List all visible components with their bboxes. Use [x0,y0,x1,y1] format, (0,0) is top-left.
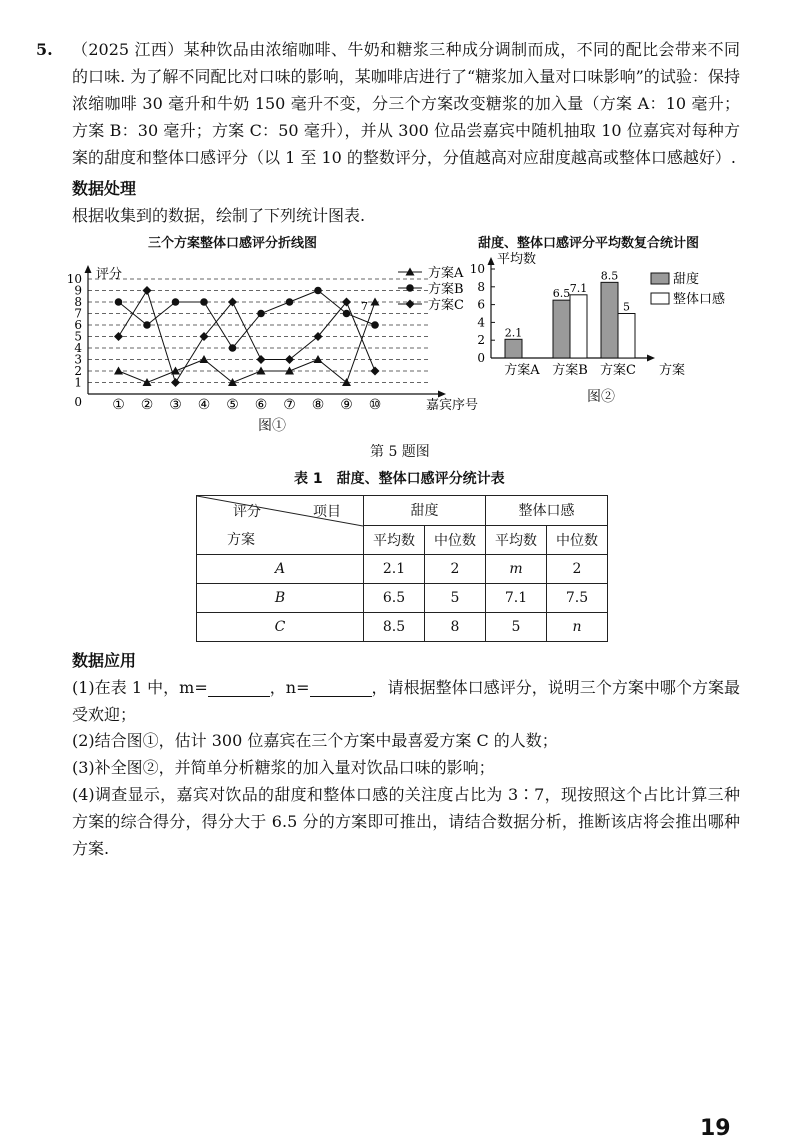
data-point-a [371,298,380,306]
table-cell: 5 [486,613,547,642]
data-point-b [343,310,351,318]
data-point-c [371,367,380,376]
bar-value-label: 5 [623,300,630,314]
x-tick-label: ③ [169,397,182,413]
data-point-a [114,367,123,375]
bar-value-label: 8.5 [600,269,619,283]
legend-swatch-taste [651,293,669,304]
y-tick-label: 0 [74,395,82,409]
y-axis-label: 评分 [96,267,123,282]
sub-header: 平均数 [486,525,547,555]
y-axis-label: 平均数 [497,252,537,267]
y-tick-label: 10 [469,262,485,276]
data-point-b [257,310,265,318]
legend-label: 甜度 [673,272,700,287]
figure-caption: 第 5 题图 [370,444,430,460]
y-tick-label: 6 [477,297,485,312]
stats-table [196,495,608,642]
sub-header: 平均数 [364,525,425,555]
legend-marker-b [406,284,414,292]
annotation-label: 7 [361,300,368,314]
y-tick-label: 7 [74,306,82,321]
table-row [197,613,608,642]
chart1-caption: 图① [258,418,286,434]
data-point-a [228,378,237,386]
table-corner-cell [197,496,364,555]
table-cell: 2 [425,555,486,584]
line-chart [60,252,479,422]
y-tick-label: 2 [74,364,82,378]
legend-marker-c [406,300,415,309]
x-tick-label: 方案C [600,363,636,378]
y-axis-arrow [488,257,495,265]
x-axis-label: 方案 [659,363,686,378]
data-point-c [114,332,123,341]
bar-value-label: 6.5 [552,287,571,301]
section-data-application: 数据应用 [72,651,137,670]
page-number: 19 [700,1116,731,1141]
bar-sweetness [601,282,618,358]
table-row [197,584,608,613]
data-point-b [371,321,379,329]
table-cell: 2.1 [364,555,425,584]
y-tick-label: 10 [66,272,82,286]
x-tick-label: ⑦ [283,397,296,413]
table-title: 表 1 甜度、整体口感评分统计表 [294,471,505,487]
data-point-c [171,378,180,387]
x-tick-label: ⑤ [226,397,239,413]
lead-text: 根据收集到的数据，绘制了下列统计图表. [72,206,366,225]
corner-plan: 方案 [227,532,255,548]
chart2-caption: 图② [587,389,615,405]
group-sweetness: 甜度 [364,496,486,526]
table-row [197,555,608,584]
x-tick-label: ⑧ [311,397,325,413]
legend-label: 方案C [428,298,464,313]
q1-part-a: (1)在表 1 中，m= [72,678,208,697]
x-tick-label: ⑩ [368,397,382,413]
data-point-c [257,355,266,364]
legend-label: 方案A [428,266,464,281]
data-point-a [143,378,152,386]
bar-taste [618,314,635,359]
y-tick-label: 1 [74,375,82,390]
data-point-b [200,298,208,306]
data-point-a [342,378,351,386]
group-taste: 整体口感 [486,496,608,526]
table-cell: 7.5 [547,584,608,613]
bar-sweetness [505,339,522,358]
table-cell: 6.5 [364,584,425,613]
chart1-title: 三个方案整体口感评分折线图 [148,236,318,251]
x-tick-label: ⑥ [254,397,268,413]
data-point-c [143,286,152,295]
table-cell: 7.1 [486,584,547,613]
x-tick-label: ① [112,397,125,413]
data-point-b [229,344,237,352]
blank-m[interactable] [208,678,270,697]
y-tick-label: 3 [74,352,82,367]
row-label: C [197,613,364,642]
data-point-b [286,298,294,306]
bar-chart [465,252,745,392]
y-tick-label: 9 [74,283,82,298]
problem-intro: （2025 江西）某种饮品由浓缩咖啡、牛奶和糖浆三种成分调制而成，不同的配比会带来不同的口味. 为了解不同配比对口味的影响，某咖啡店进行了“糖浆加入量对口味影响”的试验：保持浓缩咖啡 30 毫升和牛奶 150 毫升不变，分三个方案改变糖浆的加入量（方案 A：10 毫升；方案 B：30 毫升；方案 C：50 毫升），并从 300 位品尝嘉宾中随机抽取 10 位嘉宾对每种方案的甜度和整体口感评分（以 1 至 10 的整数评分，分值越高对应甜度越高或整体口感越好）. [72,40,740,167]
bar-taste [570,295,587,358]
question-2: (2)结合图①，估计 300 位嘉宾在三个方案中最喜爱方案 C 的人数； [72,731,558,750]
table-cell: m [486,555,547,584]
y-tick-label: 8 [477,279,485,294]
x-axis-arrow [438,391,446,398]
question-4: (4)调查显示，嘉宾对饮品的甜度和整体口感的关注度占比为 3∶7，现按照这个占比计算三种方案的综合得分，得分大于 6.5 分的方案即可推出，请结合数据分析，推断该店将会推出哪种方案. [72,785,740,858]
row-label: B [197,584,364,613]
y-tick-label: 0 [477,351,485,365]
section-data-processing: 数据处理 [72,179,137,198]
bar-value-label: 7.1 [569,281,588,295]
chart2-title: 甜度、整体口感评分平均数复合统计图 [478,236,700,251]
question-3: (3)补全图②，并简单分析糖浆的加入量对饮品口味的影响； [72,758,495,777]
x-tick-label: ⑨ [340,397,353,413]
x-tick-label: ④ [197,397,211,413]
table-cell: 8 [425,613,486,642]
legend-swatch-sweetness [651,273,669,284]
sub-header: 中位数 [425,525,486,555]
legend-label: 整体口感 [673,292,726,307]
q1-part-c: ，请根据整体口感评分，说明三个方案中哪个方案最受欢迎； [72,678,740,724]
problem-number: 5. [36,40,53,59]
y-tick-label: 5 [74,329,82,344]
corner-item: 项目 [313,504,341,520]
x-axis-arrow [647,355,655,362]
sub-header: 中位数 [547,525,608,555]
blank-n[interactable] [310,678,372,697]
table-cell: 2 [547,555,608,584]
y-tick-label: 2 [477,333,485,348]
table-cell: 5 [425,584,486,613]
table-cell: 8.5 [364,613,425,642]
y-tick-label: 8 [74,295,82,309]
data-point-b [115,298,123,306]
data-point-b [143,321,151,329]
x-tick-label: 方案B [552,363,588,378]
question-1 [72,674,740,728]
bar-sweetness [553,300,570,358]
x-axis-label: 嘉宾序号 [426,398,479,413]
x-tick-label: ② [140,397,154,413]
y-tick-label: 4 [74,341,82,355]
data-point-b [314,287,322,295]
corner-score: 评分 [233,504,261,520]
y-tick-label: 6 [74,318,82,332]
data-point-a [200,355,209,363]
x-tick-label: 方案A [504,363,540,378]
series-line [119,291,376,349]
y-tick-label: 4 [477,315,485,330]
row-label: A [197,555,364,584]
data-point-a [314,355,323,363]
table-cell: n [547,613,608,642]
y-axis-arrow [85,265,92,273]
q1-part-b: ，n= [269,678,310,697]
data-point-b [172,298,180,306]
bar-value-label: 2.1 [504,326,523,340]
legend-label: 方案B [428,282,464,297]
